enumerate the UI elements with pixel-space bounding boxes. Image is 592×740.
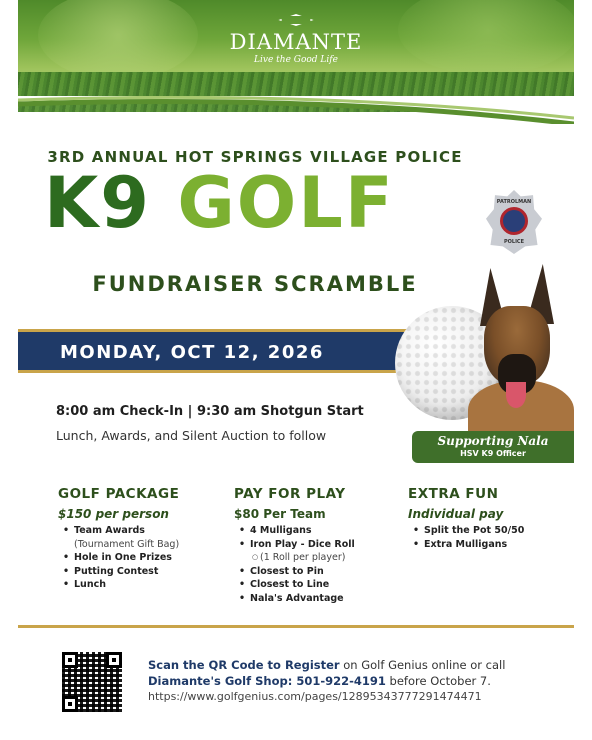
list-item: • Iron Play - Dice Roll	[234, 538, 414, 552]
diamante-logo	[18, 14, 574, 65]
diamond-icon	[278, 14, 313, 26]
gold-divider	[18, 625, 574, 628]
event-date: MONDAY, OCT 12, 2026	[60, 342, 324, 363]
pay-for-play-section	[234, 486, 414, 605]
qr-finder	[62, 652, 78, 668]
golf-package-price: $150 per person	[58, 507, 169, 521]
list-item: • Closest to Line	[234, 578, 414, 592]
pay-for-play-list	[234, 524, 414, 605]
badge-bottom-text: POLICE	[503, 239, 525, 245]
golf-package-list	[58, 524, 238, 592]
register-url-link[interactable]: https://www.golfgenius.com/pages/12895343777291474471	[148, 690, 482, 703]
event-schedule: 8:00 am Check-In | 9:30 am Shotgun Start	[56, 404, 364, 419]
register-line-1	[148, 657, 505, 673]
qr-finder	[106, 652, 122, 668]
list-item: • 4 Mulligans	[234, 524, 414, 538]
support-line1: Supporting Nala	[437, 434, 549, 448]
police-badge-icon	[486, 190, 542, 254]
register-phone-text: Diamante's Golf Shop: 501-922-4191	[148, 674, 386, 688]
extra-fun-price: Individual pay	[408, 507, 504, 521]
pay-for-play-price: $80 Per Team	[234, 507, 326, 521]
golf-package-heading: GOLF PACKAGE	[58, 486, 180, 502]
golf-package-section	[58, 486, 238, 592]
title-golf: GOLF	[177, 162, 395, 244]
extra-fun-section	[408, 486, 588, 551]
register-qr-text: Scan the QR Code to Register	[148, 658, 340, 672]
badge-seal	[500, 207, 528, 235]
dog-tongue	[506, 382, 526, 408]
qr-finder	[62, 696, 78, 712]
extra-fun-list	[408, 524, 588, 551]
list-item: • Extra Mulligans	[408, 538, 588, 552]
list-item-note: (Tournament Gift Bag)	[74, 538, 180, 550]
event-extras: Lunch, Awards, and Silent Auction to follow	[56, 428, 327, 443]
brand-tagline: Live the Good Life	[254, 55, 338, 65]
list-item-note: ○ (1 Roll per player)	[234, 551, 414, 565]
pay-for-play-heading: PAY FOR PLAY	[234, 486, 346, 502]
event-title	[44, 162, 395, 244]
register-info	[148, 657, 505, 705]
list-item: • Putting Contest	[58, 565, 238, 579]
list-item: • Team Awards	[58, 524, 238, 538]
list-item: • Closest to Pin	[234, 565, 414, 579]
extra-fun-heading: EXTRA FUN	[408, 486, 499, 502]
green-swoosh	[18, 96, 574, 124]
event-pre-title: 3RD ANNUAL HOT SPRINGS VILLAGE POLICE	[47, 148, 463, 166]
title-k9: K9	[44, 162, 151, 244]
supporting-nala-label	[412, 431, 574, 463]
register-line-2	[148, 673, 505, 689]
register-qr-rest: on Golf Genius online or call	[339, 658, 506, 672]
brand-name: DIAMANTE	[229, 30, 363, 54]
k9-dog-image	[462, 262, 574, 432]
support-line2: HSV K9 Officer	[460, 449, 526, 458]
register-deadline: before October 7.	[385, 674, 491, 688]
event-sub-title: FUNDRAISER SCRAMBLE	[92, 272, 418, 296]
list-item: • Split the Pot 50/50	[408, 524, 588, 538]
list-item: • Lunch	[58, 578, 238, 592]
date-bar	[18, 329, 438, 373]
list-item: • Hole in One Prizes	[58, 551, 238, 565]
qr-code-icon[interactable]	[62, 652, 122, 712]
badge-top-text: PATROLMAN	[496, 199, 532, 205]
list-item: • Nala's Advantage	[234, 592, 414, 606]
